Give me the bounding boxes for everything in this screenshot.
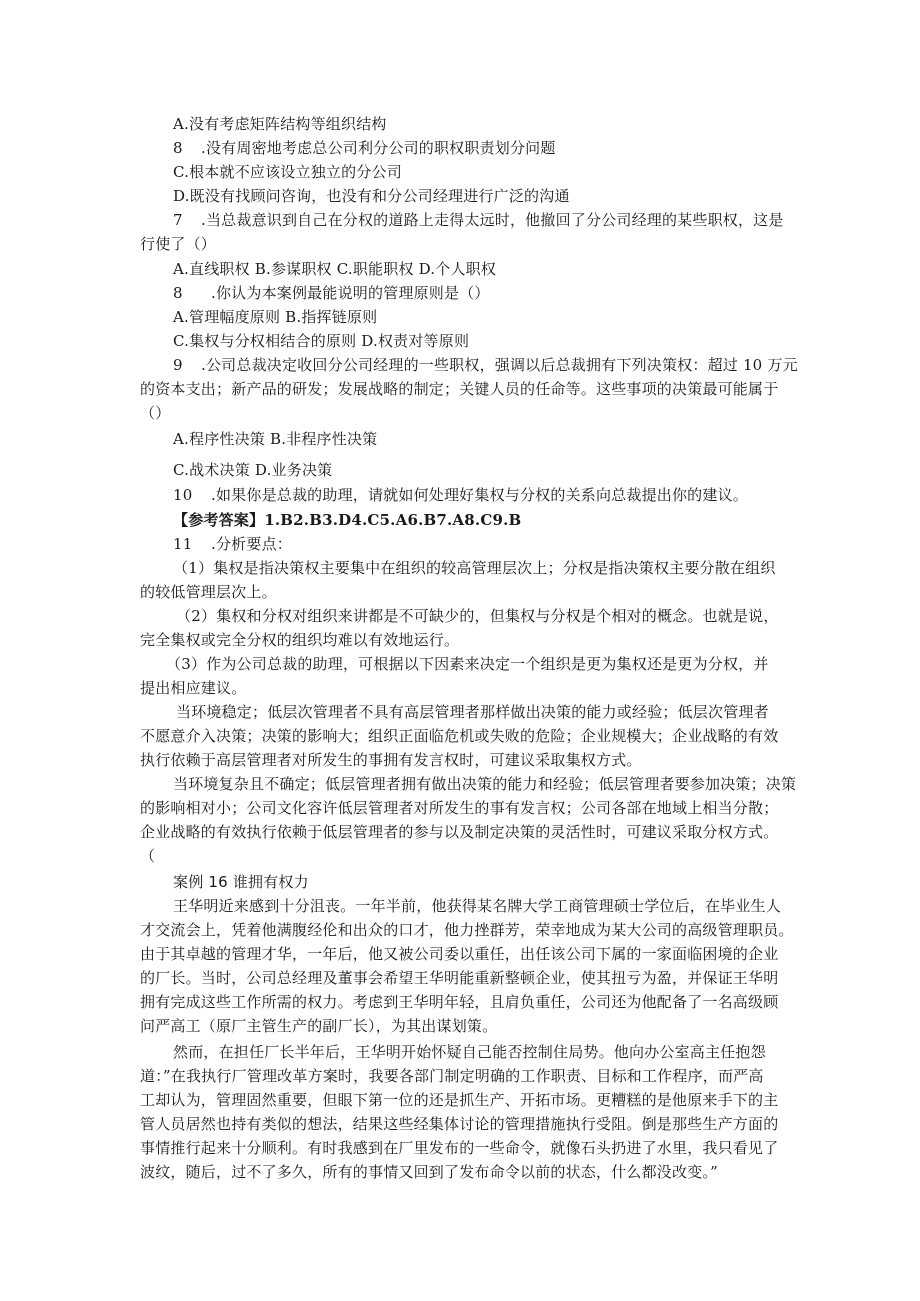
analysis-point-1-cont: 的较低管理层次上。 [140,583,277,601]
analysis-decentralize-1: 当环境复杂且不确定；低层管理者拥有做出决策的能力和经验；低层管理者要参加决策；决策 [173,775,797,793]
q7-stem [173,209,784,231]
analysis-centralize-3: 执行依赖于高层管理者对所发生的事拥有发言权时，可建议采取集权方式。 [140,751,642,769]
q7-stem-text: .当总裁意识到自己在分权的道路上走得太远时，他撤回了分公司经理的某些职权，这是 [201,211,784,229]
q10-number: 10 [173,486,193,504]
case-16-para-2-line-4: 管人员居然也持有类似的想法，结果这些经集体讨论的管理措施执行受阻。倒是那些生产方面的 [140,1115,779,1133]
answer-key [173,509,521,531]
q9-stem-text: .公司总裁决定收回分公司经理的一些职权，强调以后总裁拥有下列决策权：超过 10 万元 [201,356,798,374]
analysis-point-2: （2）集权和分权对组织来讲都是不可缺少的，但集权与分权是个相对的概念。也就是说， [176,607,779,625]
q9-stem-cont: 的资本支出；新产品的研发；发展战略的制定；关键人员的任命等。这些事项的决策最可能属于 [140,380,779,398]
analysis-point-1: （1）集权是指决策权主要集中在组织的较高管理层次上；分权是指决策权主要分散在组织 [173,559,776,577]
answer-key-label: 【参考答案】 [173,511,265,529]
q9-options-cd: C.战术决策 D.业务决策 [173,461,333,479]
q10-stem [173,484,748,506]
case-16-para-1-line-1: 王华明近来感到十分沮丧。一年半前，他获得某名牌大学工商管理硕士学位后，在毕业生人 [173,897,782,915]
analysis-point-3: （3）作为公司总裁的助理，可根据以下因素来决定一个组织是更为集权还是更为分权，并 [166,655,769,673]
q7-number: 7 [173,211,183,229]
case-16-para-2-line-5: 事情推行起来十分顺利。有时我感到在厂里发布的一些命令，就像石头扔进了水里，我只看见了 [140,1139,779,1157]
analysis-centralize-2: 不愿意介入决策；决策的影响大；组织正面临危机或失败的危险；企业规模大；企业战略的有效 [140,727,779,745]
case-16-para-2-line-1: 然而，在担任厂长半年后，王华明开始怀疑自己能否控制住局势。他向办公室高主任抱怨 [173,1043,766,1061]
case-16-para-1-line-2: 才交流会上，凭着他满腹经伦和出众的口才，他力挫群芳，荣幸地成为某大公司的高级管理职员。 [140,921,794,939]
q9-stem [173,354,798,376]
q9-number: 9 [173,356,183,374]
q8-number: 8 [173,284,183,302]
analysis-decentralize-4: （ [140,847,156,865]
q6-option-c: C.根本就不应该设立独立的分公司 [173,163,402,181]
q6-option-a: A.没有考虑矩阵结构等组织结构 [173,115,387,133]
case-16-para-1-line-6: 问严高工（原厂主管生产的副厂长），为其出谋划策。 [140,1017,498,1035]
analysis-title-text: .分析要点： [211,535,292,553]
analysis-centralize-1: 当环境稳定；低层次管理者不具有高层管理者那样做出决策的能力或经验；低层次管理者 [176,703,769,721]
q6-option-b-number: 8 [173,139,183,157]
analysis-point-3-cont: 提出相应建议。 [140,679,247,697]
answer-key-values: 1.B2.B3.D4.C5.A6.B7.A8.C9.B [264,511,522,529]
q6-option-b-text: .没有周密地考虑总公司利分公司的职权职责划分问题 [201,139,556,157]
q6-option-b [173,137,556,159]
analysis-point-2-cont: 完全集权或完全分权的组织均难以有效地运行。 [140,631,460,649]
case-16-para-2-line-2: 道：”在我执行厂管理改革方案时，我要各部门制定明确的工作职责、目标和工作程序，而严高 [140,1067,764,1085]
q9-stem-paren: （） [140,404,171,422]
q8-stem-text: .你认为本案例最能说明的管理原则是（） [211,284,490,302]
case-16-title: 案例 16 谁拥有权力 [173,873,309,891]
q7-stem-cont: 行使了（） [140,235,217,253]
case-16-para-1-line-3: 由于其卓越的管理才华，一年后，他又被公司委以重任，出任该公司下属的一家面临困境的企业 [140,945,779,963]
analysis-number: 11 [173,535,193,553]
q9-options-ab: A.程序性决策 B.非程序性决策 [173,430,378,448]
q6-option-d: D.既没有找顾问咨询，也没有和分公司经理进行广泛的沟通 [173,187,570,205]
analysis-title [173,533,292,555]
q10-stem-text: .如果你是总裁的助理，请就如何处理好集权与分权的关系向总裁提出你的建议。 [211,486,748,504]
case-16-para-1-line-4: 的厂长。当时，公司总经理及董事会希望王华明能重新整顿企业，使其扭亏为盈，并保证王华明 [140,969,779,987]
case-16-para-2-line-6: 波纹，随后，过不了多久，所有的事情又回到了发布命令以前的状态，什么都没改变。” [140,1163,718,1181]
q8-stem [173,282,490,304]
q8-options-cd: C.集权与分权相结合的原则 D.权责对等原则 [173,332,470,350]
q7-options: A.直线职权 B.参谋职权 C.职能职权 D.个人职权 [173,260,497,278]
case-16-para-2-line-3: 工却认为，管理固然重要，但眼下第一位的还是抓生产、开拓市场。更糟糕的是他原来手下的主 [140,1091,779,1109]
q8-options-ab: A.管理幅度原则 B.指挥链原则 [173,308,378,326]
analysis-decentralize-2: 的影响相对小；公司文化容许低层管理者对所发生的事有发言权；公司各部在地域上相当分散； [140,799,779,817]
case-16-para-1-line-5: 拥有完成这些工作所需的权力。考虑到王华明年轻，且肩负重任，公司还为他配备了一名高级顾 [140,993,779,1011]
analysis-decentralize-3: 企业战略的有效执行依赖于低层管理者的参与以及制定决策的灵活性时，可建议采取分权方式。 [140,823,779,841]
